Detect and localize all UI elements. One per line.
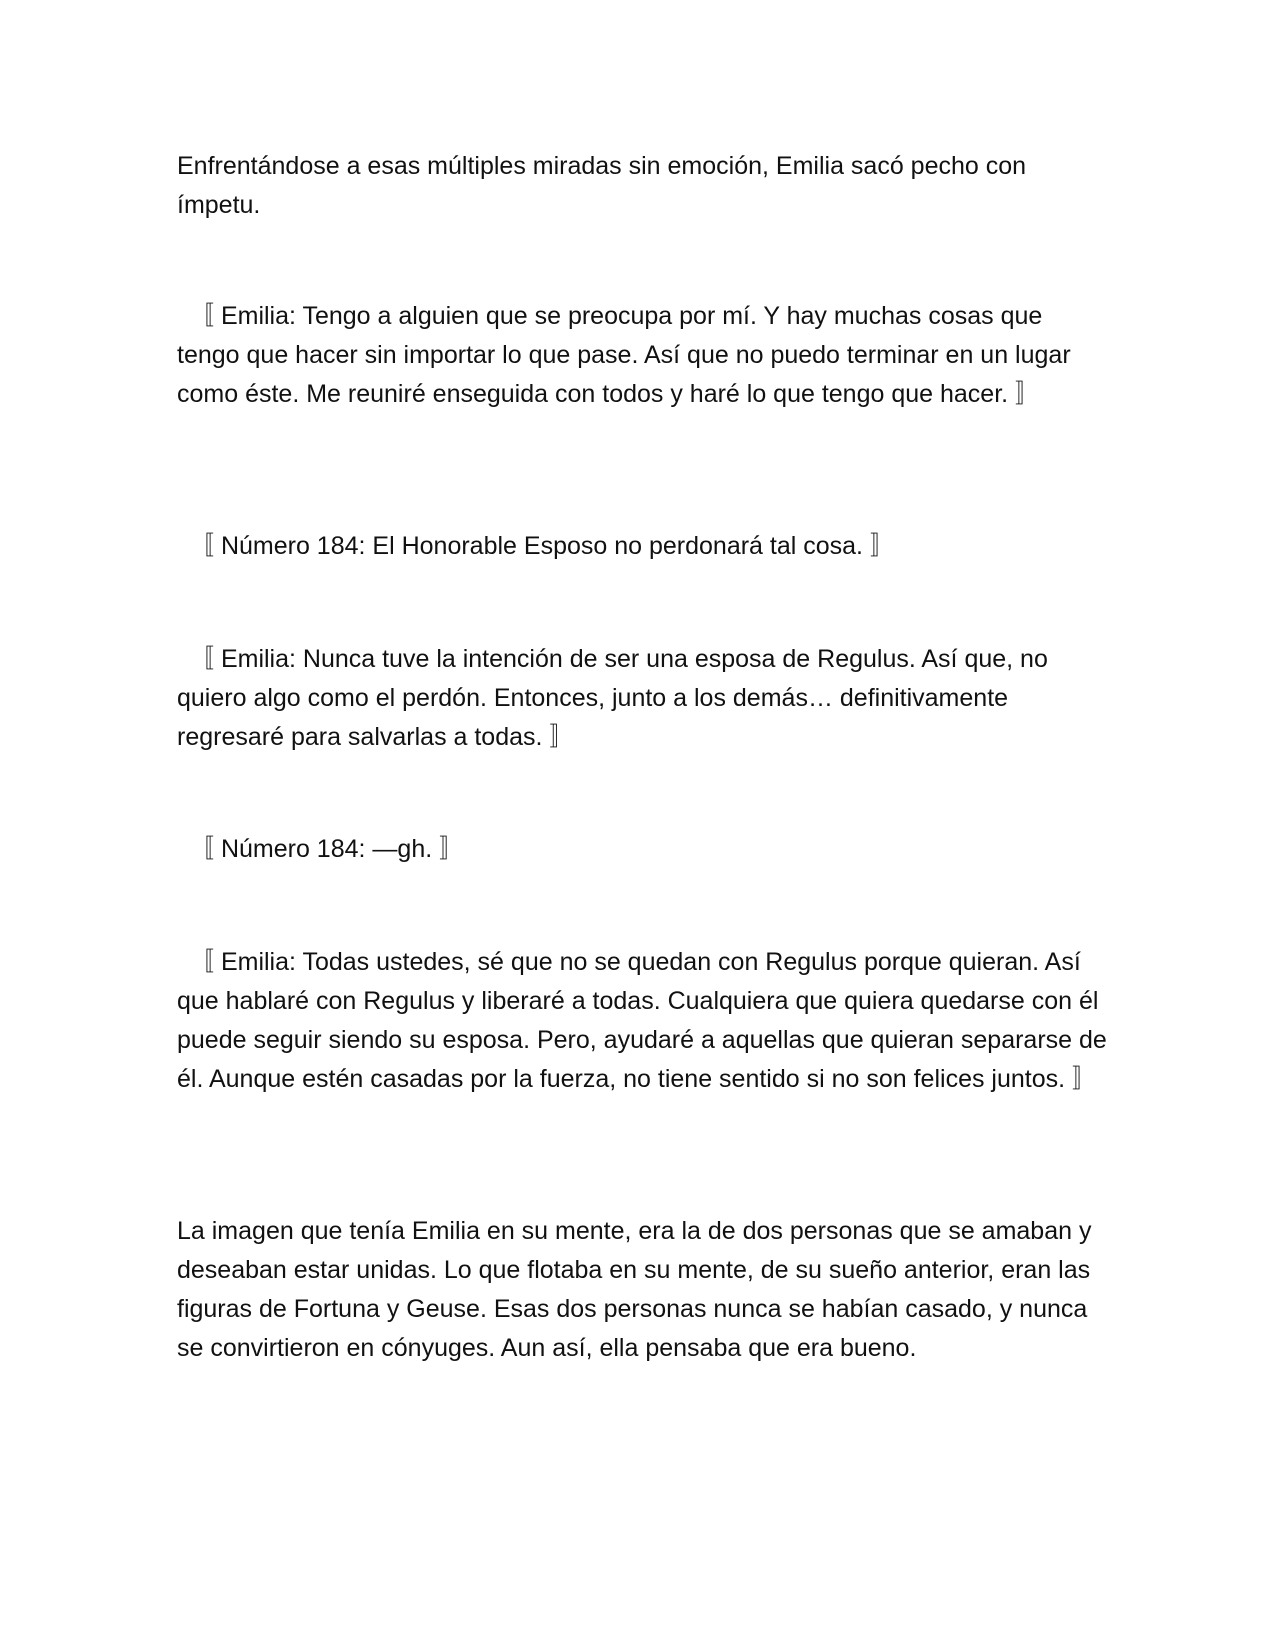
narration-paragraph-closing: La imagen que tenía Emilia en su mente, era la de dos personas que se amaban y deseaban estar unidas. Lo que flotaba en su mente, de su sueño anterior, eran las figuras de Fortuna y Geuse. Esas dos personas nunca se habían casado, y nunca se convirtieron en cónyuges. Aun así, ella pensaba que era bueno. <box>177 1217 1092 1362</box>
dialogue-numero-184-1: 〚 Número 184: El Honorable Esposo no perdonará tal cosa. 〛 <box>189 532 895 560</box>
dialogue-emilia-1: 〚 Emilia: Tengo a alguien que se preocupa por mí. Y hay muchas cosas que tengo que hacer sin importar lo que pase. Así que no puedo terminar en un lugar como éste. Me reuniré enseguida con todos y haré lo que tengo que hacer. 〛 <box>177 302 1071 408</box>
narration-paragraph: Enfrentándose a esas múltiples miradas sin emoción, Emilia sacó pecho con ímpetu. <box>177 152 1027 219</box>
dialogue-emilia-3: 〚 Emilia: Todas ustedes, sé que no se quedan con Regulus porque quieran. Así que hablaré con Regulus y liberaré a todas. Cualquiera que quiera quedarse con él puede seguir siendo su esposa. Pero, ayudaré a aquellas que quieran separarse de él. Aunque estén casadas por la fuerza, no tiene sentido si no son felices juntos. 〛 <box>177 948 1107 1093</box>
dialogue-numero-184-2: 〚 Número 184: —gh. 〛 <box>189 835 465 863</box>
dialogue-emilia-2: 〚 Emilia: Nunca tuve la intención de ser una esposa de Regulus. Así que, no quiero algo como el perdón. Entonces, junto a los demás… definitivamente regresaré para salvarlas a todas. 〛 <box>177 645 1048 751</box>
